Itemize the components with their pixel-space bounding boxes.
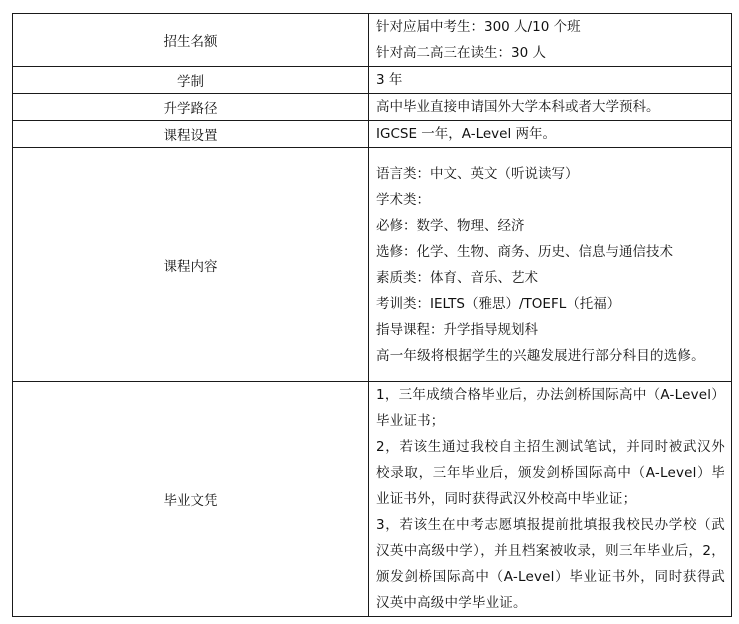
course-content-line-5: 素质类：体育、音乐、艺术 — [376, 269, 538, 286]
row-label-course-content: 课程内容 — [13, 148, 369, 382]
row-value-enrollment — [369, 14, 732, 67]
curriculum-setup-line-1: IGCSE 一年，A-Level 两年。 — [376, 126, 556, 142]
row-label-diploma: 毕业文凭 — [13, 382, 369, 617]
duration-line-1: 3 年 — [376, 72, 403, 88]
course-content-line-4: 选修：化学、生物、商务、历史、信息与通信技术 — [376, 243, 673, 260]
diploma-paragraph-1: 1，三年成绩合格毕业后，办法剑桥国际高中（A-Level）毕业证书； — [376, 387, 725, 429]
course-content-line-7: 指导课程：升学指导规划科 — [376, 321, 538, 338]
row-label-curriculum-setup: 课程设置 — [13, 121, 369, 148]
row-value-diploma — [369, 382, 732, 617]
diploma-paragraph-2: 2，若该生通过我校自主招生测试笔试，并同时被武汉外校录取，三年毕业后，颁发剑桥国际高中（A-Level）毕业证书外，同时获得武汉外校高中毕业证； — [376, 439, 725, 507]
table-row-curriculum-setup — [13, 121, 732, 148]
row-label-enrollment: 招生名额 — [13, 14, 369, 67]
row-label-pathway: 升学路径 — [13, 94, 369, 121]
pathway-line-1: 高中毕业直接申请国外大学本科或者大学预科。 — [376, 99, 660, 115]
course-content-line-8: 高一年级将根据学生的兴趣发展进行部分科目的选修。 — [376, 347, 705, 364]
row-value-duration — [369, 67, 732, 94]
course-content-line-1: 语言类：中文、英文（听说读写） — [376, 165, 579, 182]
row-label-duration: 学制 — [13, 67, 369, 94]
enrollment-line-1: 针对应届中考生：300 人/10 个班 — [376, 19, 581, 35]
table-row-pathway — [13, 94, 732, 121]
course-content-line-2: 学术类： — [376, 191, 430, 208]
enrollment-line-2: 针对高二高三在读生：30 人 — [376, 45, 546, 61]
table-row-course-content — [13, 148, 732, 382]
row-value-curriculum-setup — [369, 121, 732, 148]
diploma-paragraph-3: 3，若该生在中考志愿填报提前批填报我校民办学校（武汉英中高级中学），并且档案被收录，则三年毕业后，2，颁发剑桥国际高中（A-Level）毕业证书外，同时获得武汉英中高级中学毕业证。 — [376, 517, 725, 611]
table-row-diploma — [13, 382, 732, 617]
admissions-info-table — [12, 13, 732, 617]
row-value-course-content — [369, 148, 732, 382]
table-row-enrollment — [13, 14, 732, 67]
course-content-line-6: 考训类：IELTS（雅思）/TOEFL（托福） — [376, 295, 621, 312]
course-content-line-3: 必修：数学、物理、经济 — [376, 217, 525, 234]
table-row-duration — [13, 67, 732, 94]
row-value-pathway — [369, 94, 732, 121]
